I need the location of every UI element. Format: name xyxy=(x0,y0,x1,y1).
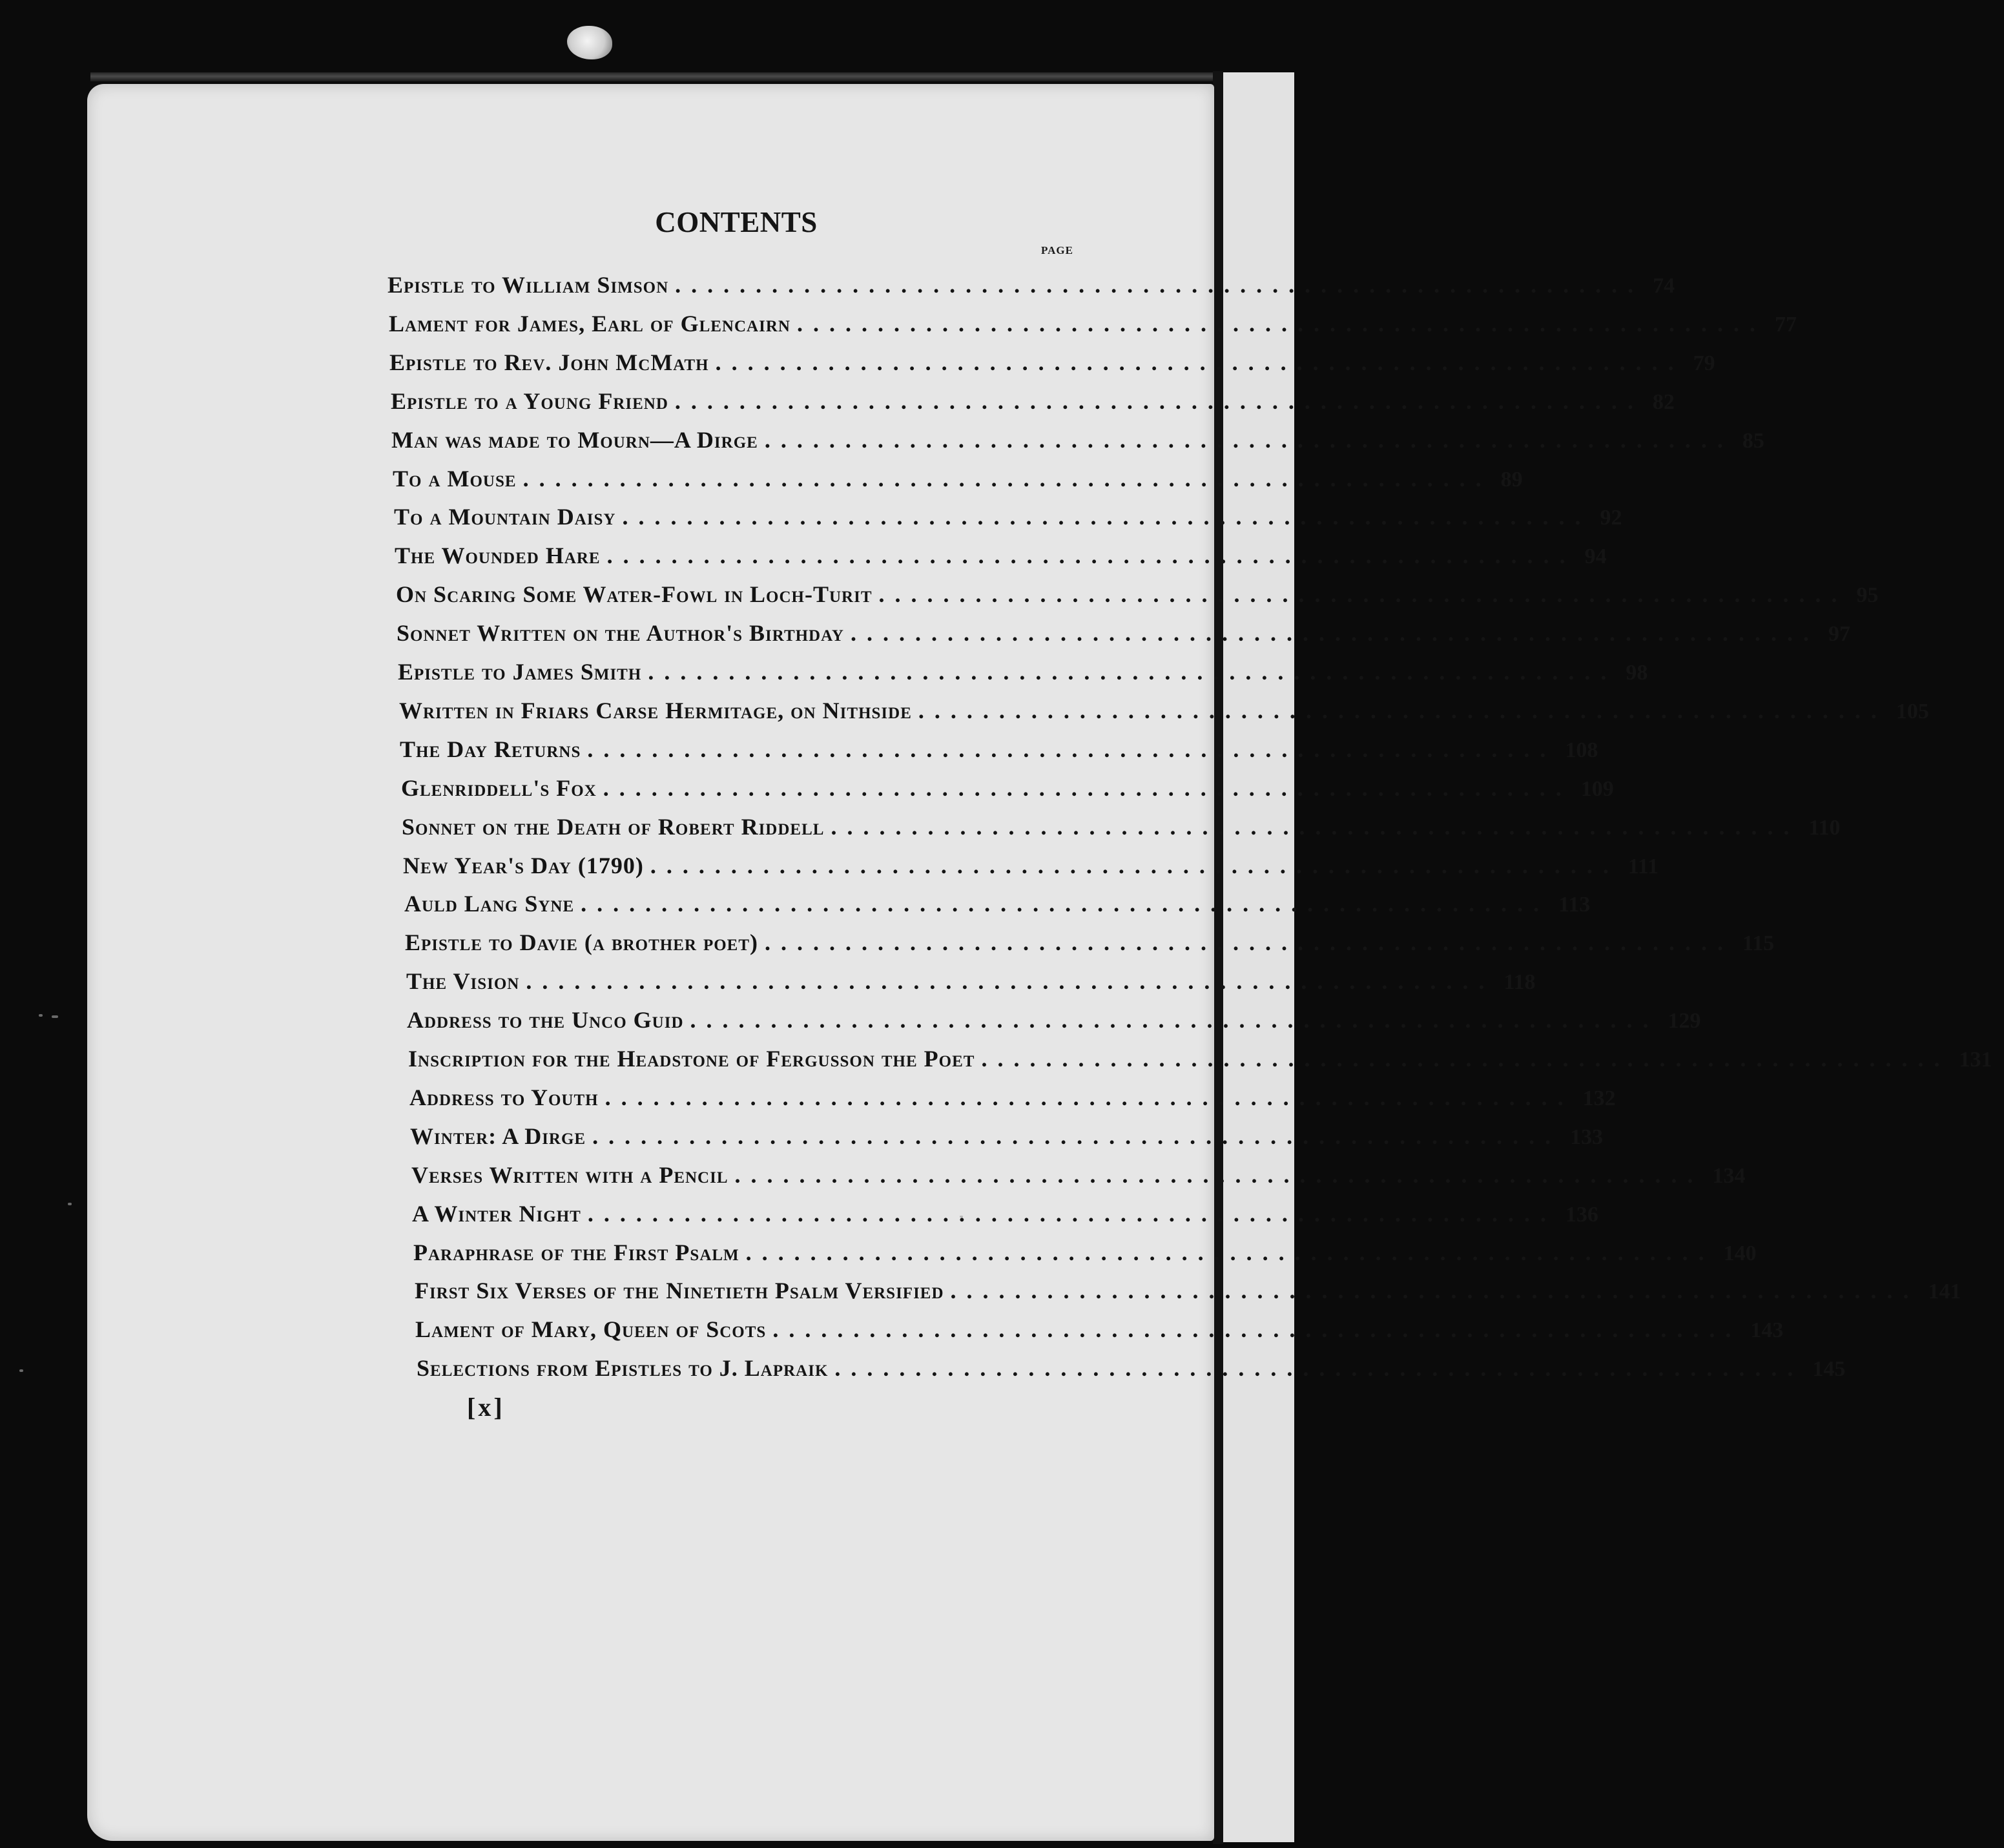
toc-entry-page: 89 xyxy=(1500,468,1523,492)
toc-entry xyxy=(413,1239,1757,1278)
toc-leader-dots: ............................................................ xyxy=(831,814,1800,840)
toc-entry xyxy=(415,1277,1961,1316)
toc-entry-title: Lament of Mary, Queen of Scots xyxy=(415,1316,767,1342)
toc-entry-page: 74 xyxy=(1653,274,1675,298)
toc-entry xyxy=(399,697,1929,736)
toc-leader-dots: ............................................................ xyxy=(715,349,1684,375)
toc-entry xyxy=(408,1045,1992,1084)
toc-entry xyxy=(401,774,1614,813)
toc-entry xyxy=(393,465,1523,504)
toc-entry-title: Paraphrase of the First Psalm xyxy=(413,1240,739,1265)
toc-entry-page: 94 xyxy=(1584,545,1607,568)
toc-entry-page: 134 xyxy=(1712,1164,1746,1188)
toc-entry xyxy=(391,388,1675,426)
toc-leader-dots: ............................................................ xyxy=(592,1123,1562,1149)
toc-entry-title: Glenriddell's Fox xyxy=(401,775,597,801)
toc-entry-title: Address to the Unco Guid xyxy=(407,1007,684,1033)
toc-entry-page: 98 xyxy=(1626,661,1648,685)
toc-leader-dots: ............................................................ xyxy=(650,853,1619,878)
toc-entry-page: 105 xyxy=(1896,700,1929,723)
toc-entry xyxy=(409,1084,1616,1123)
toc-entry xyxy=(405,929,1775,968)
toc-entry-title: Verses Written with a Pencil xyxy=(411,1162,728,1188)
toc-entry-title: Epistle to a Young Friend xyxy=(391,388,668,414)
toc-leader-dots: ............................................................ xyxy=(950,1278,1919,1303)
toc-entry-page: 95 xyxy=(1856,583,1879,607)
toc-entry-title: Selections from Epistles to J. Lapraik xyxy=(417,1355,829,1381)
toc-entry-page: 109 xyxy=(1580,777,1614,801)
toc-leader-dots: ............................................................ xyxy=(690,1007,1659,1033)
toc-entry-title: A Winter Night xyxy=(412,1201,581,1227)
toc-leader-dots: ............................................................ xyxy=(622,504,1591,530)
toc-entry-page: 77 xyxy=(1774,313,1797,337)
toc-entry-title: To a Mountain Daisy xyxy=(394,504,616,530)
page-folio: [x] xyxy=(467,1393,505,1422)
scan-artifact xyxy=(567,26,612,59)
toc-entry-page: 118 xyxy=(1503,970,1536,994)
toc-entry-title: Sonnet Written on the Author's Birthday xyxy=(397,620,844,646)
toc-entry xyxy=(411,1161,1746,1200)
toc-leader-dots: ............................................................ xyxy=(606,543,1576,568)
toc-entry xyxy=(391,426,1764,465)
toc-entry xyxy=(410,1123,1604,1161)
toc-entry-title: Written in Friars Carse Hermitage, on Nithside xyxy=(399,698,912,723)
toc-leader-dots: ............................................................ xyxy=(878,581,1848,607)
toc-entry-title: The Wounded Hare xyxy=(395,543,601,568)
toc-entry-page: 108 xyxy=(1565,738,1598,762)
toc-leader-dots: ............................................................ xyxy=(981,1046,1950,1072)
toc-leader-dots: ............................................................ xyxy=(675,272,1644,298)
toc-entry xyxy=(404,890,1591,929)
toc-leader-dots: ............................................................ xyxy=(765,929,1734,955)
toc-leader-dots: ............................................................ xyxy=(796,311,1766,337)
toc-entry xyxy=(417,1355,1846,1393)
toc-leader-dots: ............................................................ xyxy=(764,427,1733,453)
toc-entry-page: 82 xyxy=(1652,390,1675,414)
toc-entry xyxy=(389,349,1715,388)
toc-entry-title: Auld Lang Syne xyxy=(404,891,575,917)
toc-entry-title: Epistle to Rev. John McMath xyxy=(389,349,709,375)
toc-entry-title: Man was made to Mourn—A Dirge xyxy=(391,427,758,453)
toc-entry-page: 113 xyxy=(1558,893,1591,917)
toc-entry-page: 133 xyxy=(1570,1125,1604,1149)
toc-entry xyxy=(415,1316,1784,1355)
toc-entry-page: 145 xyxy=(1812,1357,1846,1381)
toc-entry-title: Address to Youth xyxy=(409,1085,599,1110)
scan-speck xyxy=(19,1369,23,1372)
toc-entry xyxy=(387,271,1675,310)
toc-entry-page: 143 xyxy=(1750,1318,1784,1342)
toc-entry-title: Epistle to Davie (a brother poet) xyxy=(405,929,759,955)
toc-entry-title: The Day Returns xyxy=(400,736,581,762)
toc-entry-title: Epistle to William Simson xyxy=(387,272,669,298)
toc-entry-title: Inscription for the Headstone of Fergusson the Poet xyxy=(408,1046,975,1072)
toc-entry-page: 141 xyxy=(1928,1280,1961,1303)
toc-entry-page: 97 xyxy=(1828,622,1850,646)
toc-entry xyxy=(407,1006,1701,1045)
toc-entry-page: 79 xyxy=(1693,351,1715,375)
toc-leader-dots: ............................................................ xyxy=(648,659,1617,685)
toc-entry xyxy=(396,581,1879,619)
toc-entry-title: Epistle to James Smith xyxy=(398,659,642,685)
toc-leader-dots: ............................................................ xyxy=(918,698,1887,723)
toc-leader-dots: ............................................................ xyxy=(850,620,1819,646)
toc-entry-title: Lament for James, Earl of Glencairn xyxy=(389,311,790,337)
toc-entry-page: 92 xyxy=(1600,506,1622,530)
toc-leader-dots: ............................................................ xyxy=(581,891,1550,917)
toc-entry-page: 115 xyxy=(1742,931,1775,955)
toc-entry-page: 132 xyxy=(1582,1086,1616,1110)
toc-entry xyxy=(395,542,1607,581)
page-title: CONTENTS xyxy=(655,206,818,238)
toc-leader-dots: ............................................................ xyxy=(522,466,1492,492)
toc-entry-title: Winter: A Dirge xyxy=(410,1123,586,1149)
toc-entry xyxy=(402,813,1841,852)
toc-entry-page: 140 xyxy=(1723,1241,1757,1265)
toc-entry-title: The Vision xyxy=(406,968,520,994)
toc-entry-page: 110 xyxy=(1808,816,1841,840)
toc-entry xyxy=(397,619,1850,658)
toc-leader-dots: ............................................................ xyxy=(745,1240,1715,1265)
toc-leader-dots: ............................................................ xyxy=(834,1355,1804,1381)
toc-entry-title: First Six Verses of the Ninetieth Psalm Versified xyxy=(415,1278,944,1303)
toc-entry-page: 131 xyxy=(1959,1048,1992,1072)
toc-entry-page: 85 xyxy=(1742,429,1764,453)
toc-entry xyxy=(406,968,1536,1006)
toc-leader-dots: ............................................................ xyxy=(772,1316,1742,1342)
toc-leader-dots: ............................................................ xyxy=(587,736,1556,762)
toc-entry-page: 136 xyxy=(1565,1203,1598,1227)
toc-entry-page: 129 xyxy=(1668,1009,1701,1033)
toc-entry xyxy=(403,852,1659,891)
toc-entry xyxy=(412,1200,1598,1239)
toc-entry-title: Sonnet on the Death of Robert Riddell xyxy=(402,814,825,840)
facing-page-edge xyxy=(1223,72,1294,1842)
scan-speck xyxy=(39,1014,43,1017)
toc-leader-dots: ............................................................ xyxy=(734,1162,1704,1188)
scanner-edge xyxy=(90,72,1214,81)
page-column-label: PAGE xyxy=(1041,244,1073,256)
toc-leader-dots: ............................................................ xyxy=(587,1201,1556,1227)
toc-entry-title: To a Mouse xyxy=(393,466,517,492)
table-of-contents xyxy=(387,271,1992,1389)
scan-speck xyxy=(68,1203,72,1205)
toc-entry xyxy=(400,736,1598,774)
toc-entry-title: On Scaring Some Water-Fowl in Loch-Turit xyxy=(396,581,873,607)
toc-leader-dots: ............................................................ xyxy=(674,388,1644,414)
toc-leader-dots: ............................................................ xyxy=(603,775,1572,801)
toc-entry xyxy=(389,310,1797,349)
toc-entry xyxy=(394,503,1622,542)
toc-leader-dots: ............................................................ xyxy=(526,968,1495,994)
scan-speck xyxy=(52,1015,58,1018)
toc-entry-title: New Year's Day (1790) xyxy=(403,853,644,878)
toc-leader-dots: ............................................................ xyxy=(604,1085,1574,1110)
toc-entry-page: 111 xyxy=(1627,855,1659,878)
toc-entry xyxy=(398,658,1648,697)
